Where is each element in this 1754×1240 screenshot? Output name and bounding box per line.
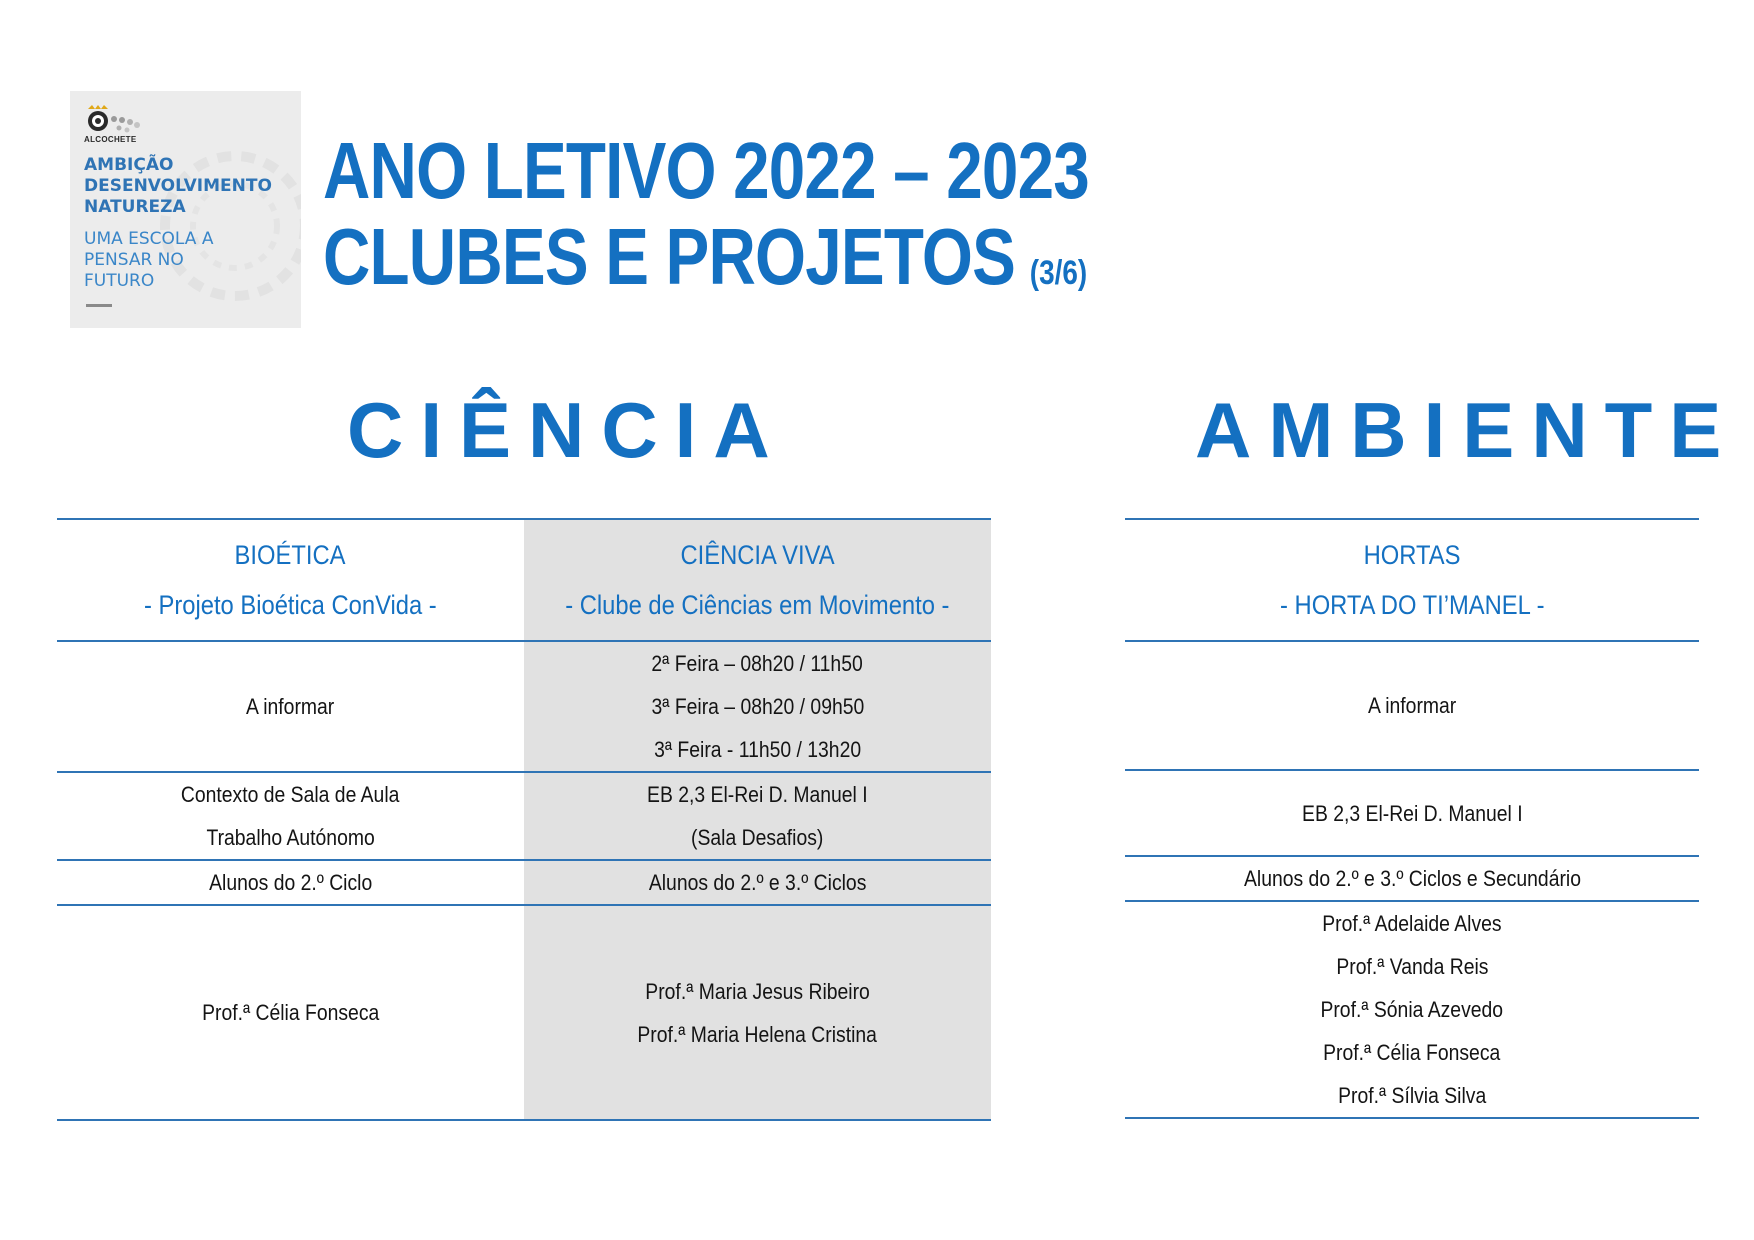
schedule-text: 3ª Feira - 11h50 / 13h20 — [653, 737, 861, 762]
logo-seal-text: ALCOCHETE — [84, 135, 137, 144]
teacher-name: Prof.ª Maria Jesus Ribeiro — [645, 978, 870, 1004]
schedule-text: A informar — [1367, 693, 1457, 718]
place-cell — [57, 772, 524, 860]
place-text: Trabalho Autónomo — [206, 825, 375, 850]
title-school-year: ANO LETIVO 2022 – 2023 — [323, 126, 1089, 215]
logo-motto — [84, 155, 272, 218]
ambiente-table — [1125, 518, 1699, 1119]
place-text: EB 2,3 El-Rei D. Manuel I — [647, 782, 868, 807]
audience-text: Alunos do 2.º e 3.º Ciclos e Secundário — [1243, 866, 1581, 891]
audience-cell — [1125, 856, 1699, 901]
motto-line: AMBIÇÃO — [84, 155, 174, 175]
audience-cell — [524, 860, 991, 905]
club-subtitle: - HORTA DO TI’MANEL - — [1279, 590, 1545, 620]
section-title-ciencia: CIÊNCIA — [347, 386, 787, 474]
schedule-cell — [524, 641, 991, 772]
teachers-row — [57, 905, 991, 1120]
place-cell — [524, 772, 991, 860]
teacher-name: Prof.ª Adelaide Alves — [1322, 911, 1502, 936]
teacher-name: Prof.ª Célia Fonseca — [201, 1000, 380, 1025]
place-text: (Sala Desafios) — [691, 825, 824, 850]
teacher-name: Prof.ª Sílvia Silva — [1337, 1083, 1487, 1108]
title-clubs-projects — [323, 214, 1089, 316]
teachers-cell — [1125, 901, 1699, 1118]
ciencia-table — [57, 518, 991, 1121]
motto-line: DESENVOLVIMENTO — [84, 176, 272, 196]
teacher-name: Prof.ª Sónia Azevedo — [1320, 997, 1504, 1022]
teacher-name: Prof.ª Célia Fonseca — [1323, 1040, 1501, 1065]
municipality-emblem-icon — [84, 103, 144, 137]
audience-row — [57, 860, 991, 905]
schedule-text: A informar — [246, 694, 335, 719]
section-title-ambiente: AMBIENTE — [1195, 386, 1739, 474]
schedule-text: 2ª Feira – 08h20 / 11h50 — [651, 651, 864, 676]
club-header-bioetica — [57, 519, 524, 641]
schedule-text: 3ª Feira – 08h20 / 09h50 — [651, 694, 864, 719]
place-text: EB 2,3 El-Rei D. Manuel I — [1301, 800, 1523, 826]
schedule-cell — [1125, 641, 1699, 770]
audience-text: Alunos do 2.º Ciclo — [208, 870, 373, 895]
teacher-name: Prof.ª Vanda Reis — [1335, 954, 1489, 979]
page-indicator: (3/6) — [1029, 254, 1088, 292]
tagline-line: PENSAR NO — [84, 250, 184, 270]
audience-cell — [57, 860, 524, 905]
club-name: CIÊNCIA VIVA — [680, 540, 835, 570]
club-subtitle: - Projeto Bioética ConVida - — [144, 590, 437, 620]
school-logo — [70, 91, 301, 328]
club-name: BIOÉTICA — [235, 540, 346, 570]
motto-line: NATUREZA — [84, 197, 186, 217]
schedule-row — [1125, 641, 1699, 770]
club-header-ciencia-viva — [524, 519, 991, 641]
club-name: HORTAS — [1363, 540, 1461, 570]
teachers-cell — [57, 905, 524, 1120]
place-row — [57, 772, 991, 860]
schedule-row — [57, 641, 991, 772]
club-header-hortas — [1125, 519, 1699, 641]
tagline-line: UMA ESCOLA A — [84, 229, 214, 249]
page-title — [323, 128, 1089, 316]
title-clubs-text: CLUBES E PROJETOS — [323, 212, 1016, 301]
logo-tagline — [84, 229, 213, 292]
tagline-line: FUTURO — [84, 271, 155, 291]
teacher-name: Prof.ª Maria Helena Cristina — [637, 1021, 878, 1047]
schedule-cell — [57, 641, 524, 772]
table-header-row — [1125, 519, 1699, 641]
teachers-cell — [524, 905, 991, 1120]
audience-row — [1125, 856, 1699, 901]
logo-divider — [86, 304, 112, 307]
table-header-row — [57, 519, 991, 641]
place-text: Contexto de Sala de Aula — [181, 782, 400, 807]
place-row — [1125, 770, 1699, 856]
club-subtitle: - Clube de Ciências em Movimento - — [565, 590, 950, 620]
teachers-row — [1125, 901, 1699, 1118]
audience-text: Alunos do 2.º e 3.º Ciclos — [648, 870, 867, 895]
place-cell — [1125, 770, 1699, 856]
